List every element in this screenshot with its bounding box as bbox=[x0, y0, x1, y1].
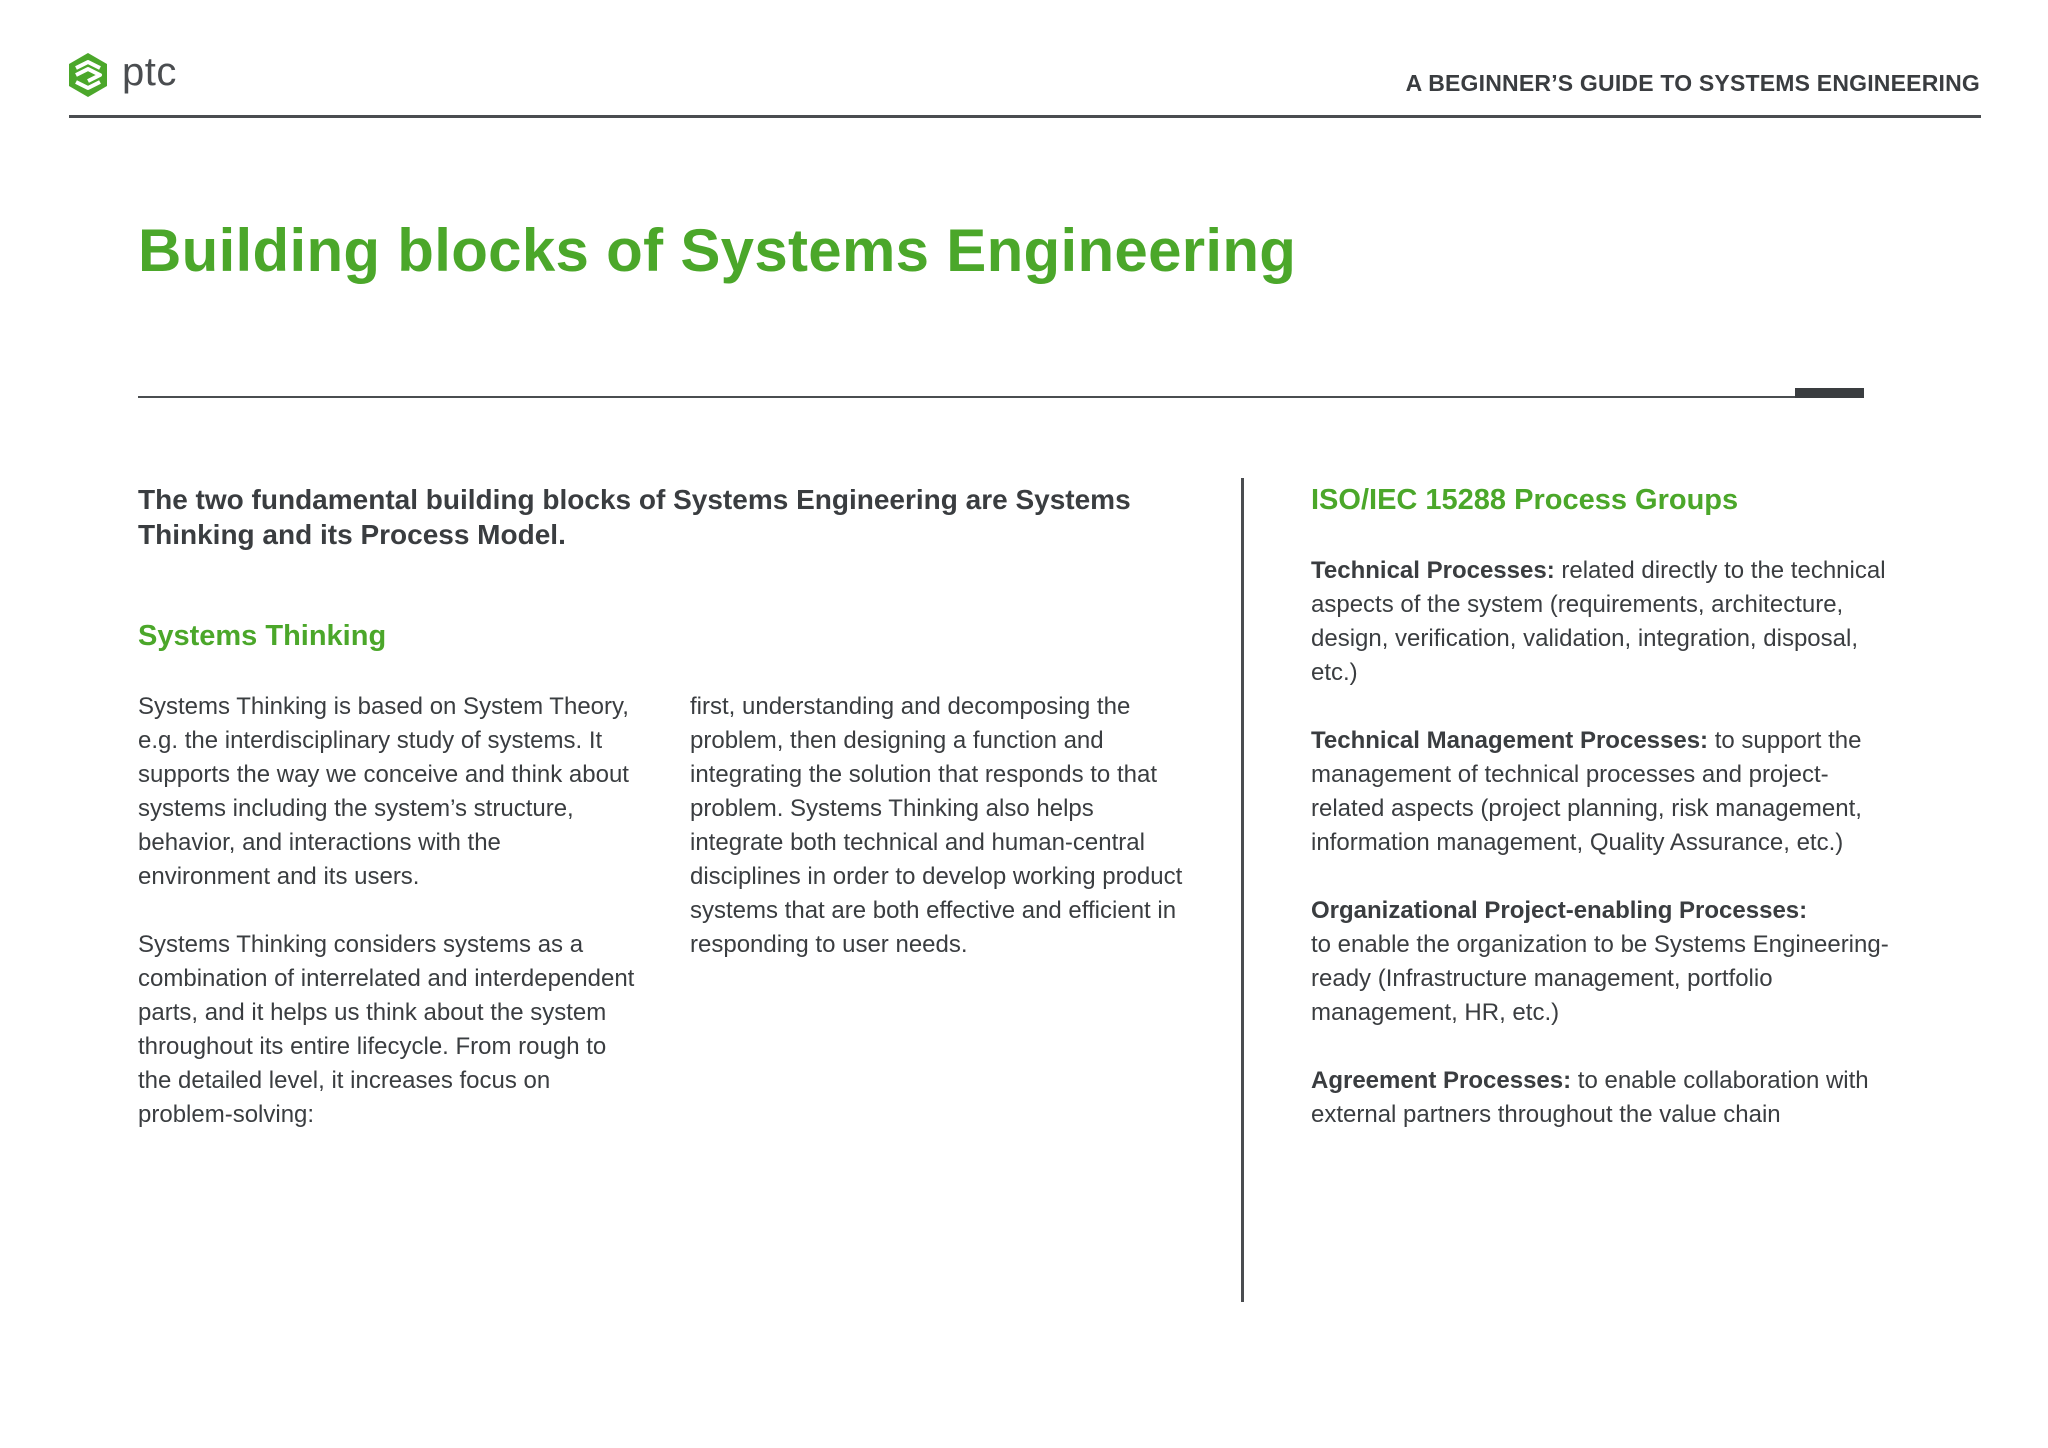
process-group-technical-management bbox=[1311, 724, 1891, 860]
process-group-description: to enable the organization to be Systems Engineering-ready (Infrastructure management, portfolio management, HR, etc.) bbox=[1311, 931, 1889, 1026]
logo-wordmark: ptc bbox=[122, 50, 177, 94]
process-group-term: Technical Processes: bbox=[1311, 557, 1555, 584]
process-group-agreement bbox=[1311, 1064, 1891, 1132]
process-group-term: Organizational Project-enabling Processes: bbox=[1311, 897, 1808, 924]
systems-thinking-paragraph-1: Systems Thinking is based on System Theory, e.g. the interdisciplinary study of systems. It supports the way we conceive and think about systems including the system’s structure, behavior, and interactions with the environment and its users. bbox=[138, 693, 629, 890]
header-divider bbox=[69, 115, 1981, 118]
title-divider-accent bbox=[1795, 388, 1864, 398]
column-divider bbox=[1241, 478, 1244, 1302]
process-group-description: related directly to the technical aspects of the system (requirements, architecture, design, verification, validation, integration, disposal, etc.) bbox=[1311, 557, 1886, 686]
process-group-term: Technical Management Processes: bbox=[1311, 727, 1709, 754]
systems-thinking-column-1 bbox=[138, 690, 638, 1132]
systems-thinking-paragraph-2: Systems Thinking considers systems as a combination of interrelated and interdependent parts, and it helps us think about the system throughout its entire lifecycle. From rough to the detailed level, it increases focus on problem-solving: bbox=[138, 931, 635, 1128]
process-groups-heading: ISO/IEC 15288 Process Groups bbox=[1311, 484, 1739, 516]
title-divider bbox=[138, 396, 1864, 398]
process-group-technical bbox=[1311, 554, 1891, 690]
systems-thinking-paragraph-3: first, understanding and decomposing the problem, then designing a function and integrating the solution that responds to that problem. Systems Thinking also helps integrate both technical and human-central disciplines in order to develop working product systems that are both effective and efficient in responding to user needs. bbox=[690, 693, 1183, 958]
process-groups-list bbox=[1311, 554, 1891, 1166]
process-group-term: Agreement Processes: bbox=[1311, 1067, 1572, 1094]
systems-thinking-heading: Systems Thinking bbox=[138, 620, 387, 652]
systems-thinking-column-2 bbox=[690, 690, 1190, 962]
page-title: Building blocks of Systems Engineering bbox=[138, 217, 1297, 284]
process-group-description: to enable collaboration with external partners throughout the value chain bbox=[1311, 1067, 1869, 1128]
process-group-organizational bbox=[1311, 894, 1891, 1030]
intro-statement: The two fundamental building blocks of Systems Engineering are Systems Thinking and its Process Model. bbox=[138, 484, 1131, 550]
ptc-logo-icon bbox=[68, 52, 108, 98]
process-group-description: to support the management of technical processes and project-related aspects (project planning, risk management, information management, Quality Assurance, etc.) bbox=[1311, 727, 1862, 856]
guide-title: A BEGINNER’S GUIDE TO SYSTEMS ENGINEERING bbox=[1405, 70, 1980, 96]
ptc-logo bbox=[68, 52, 177, 98]
